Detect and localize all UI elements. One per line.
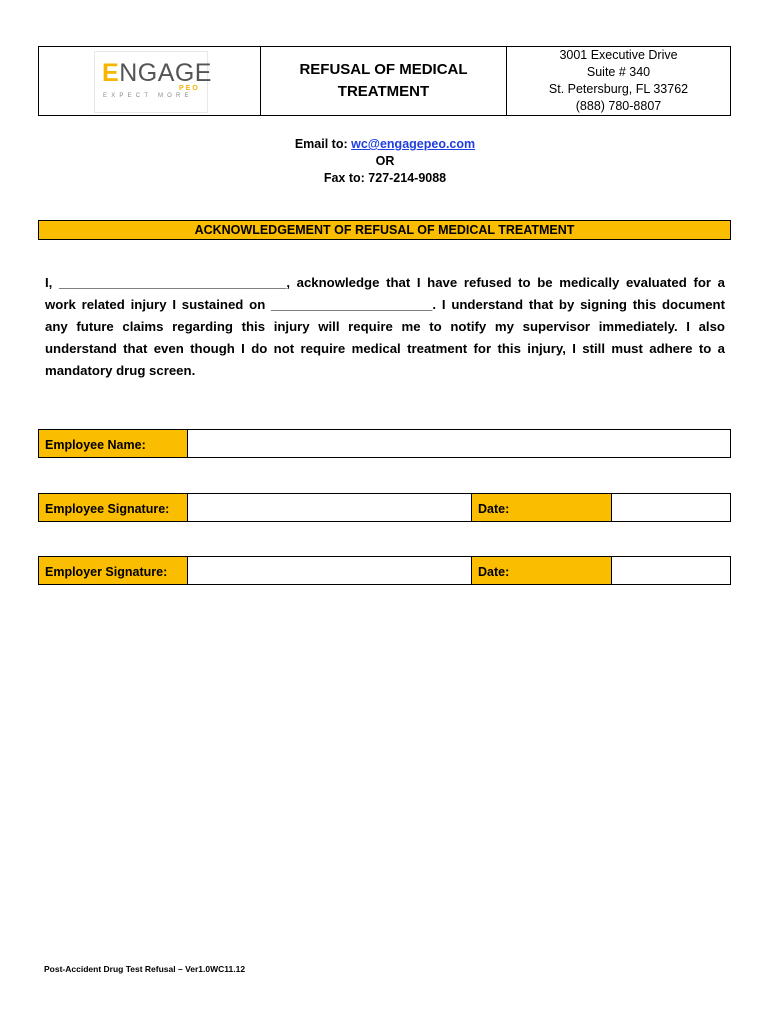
- title-line-1: REFUSAL OF MEDICAL: [299, 61, 468, 78]
- employer-date-label: Date:: [472, 557, 612, 584]
- acknowledgement-paragraph: [45, 272, 725, 382]
- employee-signature-field[interactable]: [188, 494, 472, 521]
- paragraph-line-5: mandatory drug screen.: [45, 363, 196, 378]
- title-line-2: TREATMENT: [337, 83, 430, 100]
- logo-cell: [39, 47, 261, 115]
- title-cell: [261, 47, 507, 115]
- document-title: [294, 59, 474, 103]
- employee-date-label: Date:: [472, 494, 612, 521]
- employee-name-label: Employee Name:: [39, 430, 188, 457]
- document-header: [38, 46, 731, 116]
- employee-signature-row: [38, 493, 731, 522]
- paragraph-line-3: any future claims regarding this injury will require me to notify my supervisor immediately. I also: [45, 319, 725, 334]
- employer-signature-label: Employer Signature:: [39, 557, 188, 584]
- company-logo: [102, 59, 212, 88]
- fax-line: Fax to: 727-214-9088: [323, 171, 447, 185]
- logo-word: NGAGE: [119, 59, 212, 87]
- or-text: OR: [375, 154, 395, 168]
- employee-signature-label: Employee Signature:: [39, 494, 188, 521]
- logo-letter: E: [102, 59, 120, 87]
- address-line-3: St. Petersburg, FL 33762: [548, 82, 689, 96]
- address-cell: [507, 47, 730, 115]
- logo-tagline: EXPECT MORE: [103, 93, 193, 99]
- phone-number: (888) 780-8807: [575, 99, 662, 113]
- address-line-2: Suite # 340: [586, 65, 651, 79]
- employer-signature-field[interactable]: [188, 557, 472, 584]
- employer-signature-row: [38, 556, 731, 585]
- section-banner: ACKNOWLEDGEMENT OF REFUSAL OF MEDICAL TREATMENT: [38, 220, 731, 240]
- document-footer: Post-Accident Drug Test Refusal – Ver1.0WC11.12: [44, 964, 246, 974]
- employee-name-field[interactable]: [188, 430, 730, 457]
- paragraph-line-4: understand that even though I do not require medical treatment for this injury, I still must adhere to a: [45, 341, 725, 356]
- employee-date-field[interactable]: [612, 494, 730, 521]
- paragraph-line-2: work related injury I sustained on ______________________. I understand that by signing this document: [45, 297, 725, 312]
- email-label: Email to:: [294, 137, 352, 151]
- employee-name-row: [38, 429, 731, 458]
- email-link[interactable]: wc@engagepeo.com: [351, 137, 476, 151]
- employer-date-field[interactable]: [612, 557, 730, 584]
- email-line: [0, 136, 770, 153]
- address-line-1: 3001 Executive Drive: [559, 48, 678, 62]
- paragraph-line-1: I, _______________________________, acknowledge that I have refused to be medically evaluated for a: [45, 275, 725, 290]
- logo-subbrand: PEO: [179, 85, 200, 92]
